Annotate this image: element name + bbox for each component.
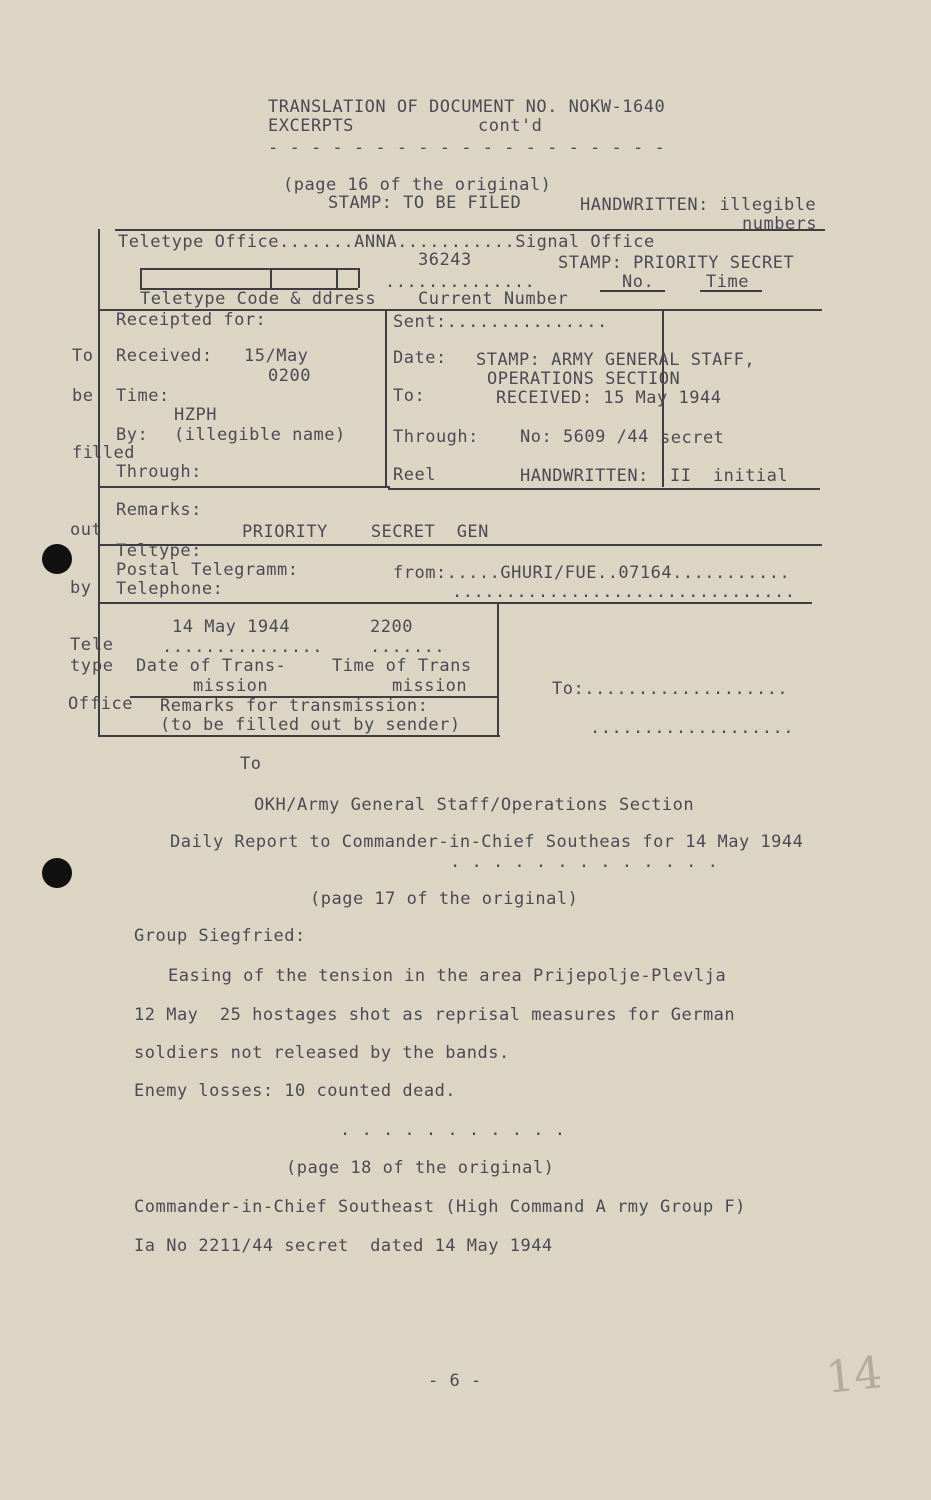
- side-ty: ty: [70, 656, 92, 676]
- side-out: out: [70, 520, 103, 540]
- side-to: To: [72, 346, 94, 366]
- page16-note: (page 16 of the original): [283, 175, 552, 195]
- time-label-2: Time:: [116, 386, 170, 406]
- current-number-label: Current Number: [418, 289, 569, 309]
- transmission-divider: [497, 602, 499, 736]
- dots-separator-1: . . . . . . . . . . . . .: [450, 852, 719, 872]
- time-2200: 2200: [370, 617, 413, 637]
- side-fi: fi: [72, 443, 94, 463]
- row-line-2b: [388, 488, 820, 490]
- postal-telegram-label: Postal Telegramm:: [116, 560, 299, 580]
- form-top-line: [115, 229, 825, 231]
- row-line-2a: [100, 486, 390, 488]
- contd-label: cont'd: [478, 116, 543, 136]
- code-box-right: [358, 268, 360, 288]
- code-box-mid2: [336, 268, 338, 288]
- telephone-dots: ................................: [452, 582, 796, 602]
- form-bottom-line: [100, 735, 500, 737]
- to-dots: To:...................: [552, 679, 789, 699]
- no-5609: No: 5609 /44: [520, 427, 649, 447]
- code-box-top: [140, 268, 358, 270]
- time-label: Time: [706, 272, 749, 292]
- to-label: To:: [393, 386, 426, 406]
- dash-separator: - - - - - - - - - - - - - - - - - - -: [268, 138, 666, 158]
- hostages-line: 12 May 25 hostages shot as reprisal measures for German: [134, 1005, 736, 1025]
- stamp-priority-secret: STAMP: PRIORITY SECRET: [558, 253, 795, 273]
- telephone-label: Telephone:: [116, 579, 224, 599]
- handwritten-page-number: 14: [823, 1347, 885, 1404]
- punch-hole-lower: [42, 858, 72, 888]
- ii-initial: II initial: [670, 466, 789, 486]
- date-trans-1: Date of Trans-: [136, 656, 287, 676]
- page18-note: (page 18 of the original): [286, 1158, 555, 1178]
- side-te: Te: [70, 635, 92, 655]
- easing-line: Easing of the tension in the area Prijepolje-Plevlja: [168, 966, 727, 986]
- page-number: - 6 -: [428, 1371, 482, 1391]
- telephone-line: [100, 602, 812, 604]
- document-title: TRANSLATION OF DOCUMENT NO. NOKW-1640: [268, 97, 666, 117]
- date-dots: ...............: [162, 637, 324, 657]
- remarks-label: Remarks:: [116, 500, 202, 520]
- receipted-for-label: Receipted for:: [116, 310, 267, 330]
- teletype-office-label: Teletype Office.......ANNA...........Signal Office: [118, 232, 655, 252]
- okh-line: OKH/Army General Staff/Operations Section: [254, 795, 695, 815]
- received-label: Received:: [116, 346, 213, 366]
- no-label: No.: [622, 272, 655, 292]
- teletype-label: Teltype:: [116, 541, 202, 561]
- sent-label: Sent:...............: [393, 312, 608, 332]
- office-suffix: fice: [90, 694, 133, 714]
- dotted-row: ..............: [385, 272, 536, 292]
- code-box-left: [140, 268, 142, 288]
- from-line: from:.....GHURI/FUE..07164...........: [393, 563, 791, 583]
- through-label: Through:: [393, 427, 479, 447]
- handwritten-illegible: HANDWRITTEN: illegible: [580, 195, 817, 215]
- stamp-to-be-filed: STAMP: TO BE FILED: [328, 193, 522, 213]
- stamp-army-1: STAMP: ARMY GENERAL STAFF,: [476, 350, 756, 370]
- filled-suffix: lled: [92, 443, 135, 463]
- priority-secret-gen: PRIORITY SECRET GEN: [242, 522, 489, 542]
- to-dots-2: ...................: [590, 718, 794, 738]
- number-36243: 36243: [418, 250, 472, 270]
- date-label: Date:: [393, 348, 447, 368]
- time-dots: .......: [370, 637, 446, 657]
- remarks-line: [100, 544, 822, 546]
- time-trans-1: Time of Trans: [332, 656, 472, 676]
- numbers-label: numbers: [742, 214, 818, 234]
- side-of: Of: [68, 694, 90, 714]
- daily-report-line: Daily Report to Commander-in-Chief Southeas for 14 May 1944: [170, 832, 804, 852]
- remarks-transmission: Remarks for transmission:: [160, 696, 429, 716]
- side-le: le: [92, 635, 114, 655]
- soldiers-line: soldiers not released by the bands.: [134, 1043, 510, 1063]
- received-date: 15/May: [244, 346, 309, 366]
- dots-separator-2: . . . . . . . . . . .: [340, 1120, 566, 1140]
- code-box-mid1: [270, 268, 272, 288]
- reel-label: Reel: [393, 465, 436, 485]
- illegible-name: (illegible name): [174, 425, 346, 445]
- secret-right: secret: [660, 428, 725, 448]
- handwritten-label: HANDWRITTEN:: [520, 466, 649, 486]
- punch-hole-upper: [42, 544, 72, 574]
- side-by: by: [70, 578, 92, 598]
- by-label: By:: [116, 425, 149, 445]
- stamp-army-2: OPERATIONS SECTION: [487, 369, 681, 389]
- commander-line: Commander-in-Chief Southeast (High Command A rmy Group F): [134, 1197, 746, 1217]
- to-heading: To: [240, 754, 262, 774]
- date-trans-2: mission: [193, 676, 269, 696]
- teletype-code-label: Teletype Code & ddress: [140, 289, 377, 309]
- ia-line: Ia No 2211/44 secret dated 14 May 1944: [134, 1236, 553, 1256]
- through-label-2: Through:: [116, 462, 202, 482]
- side-pe: pe: [92, 656, 114, 676]
- group-siegfried: Group Siegfried:: [134, 926, 306, 946]
- time-trans-2: mission: [392, 676, 468, 696]
- received-time: 0200: [268, 366, 311, 386]
- page17-note: (page 17 of the original): [310, 889, 579, 909]
- side-be: be: [72, 386, 94, 406]
- excerpts-label: EXCERPTS: [268, 116, 354, 136]
- mid-divider: [385, 309, 387, 487]
- received-stamp: RECEIVED: 15 May 1944: [496, 388, 722, 408]
- filled-by-sender: (to be filled out by sender): [160, 715, 461, 735]
- date-14-may: 14 May 1944: [172, 617, 291, 637]
- hzph-text: HZPH: [174, 405, 217, 425]
- enemy-losses-line: Enemy losses: 10 counted dead.: [134, 1081, 457, 1101]
